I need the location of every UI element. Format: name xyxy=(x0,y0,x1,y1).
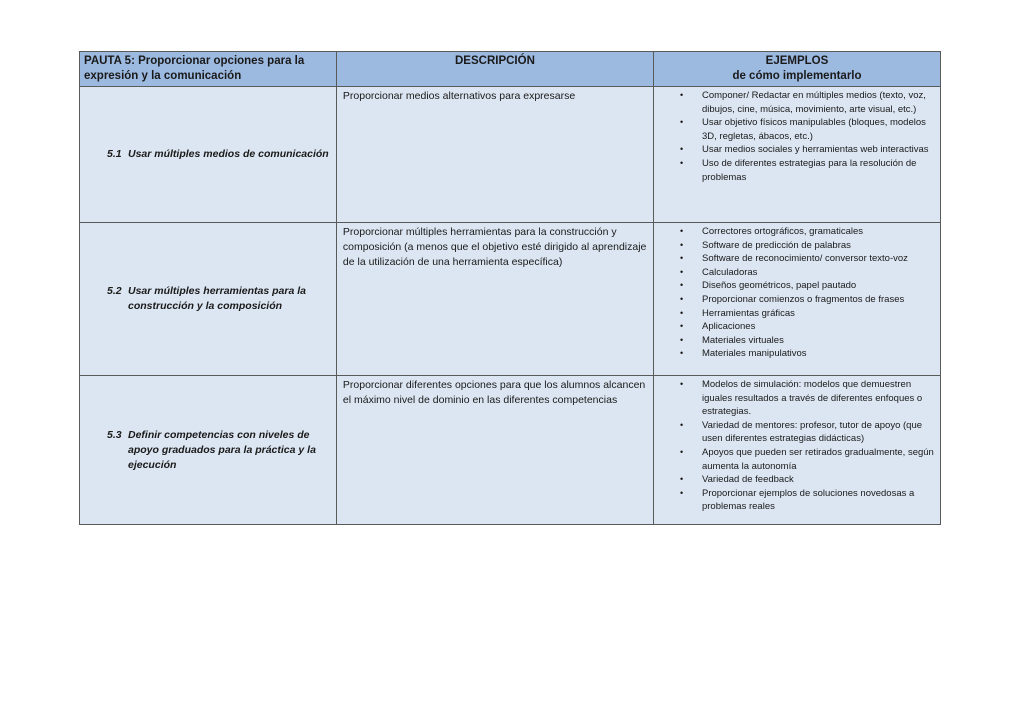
ejemplo-text: Usar medios sociales y herramientas web interactivas xyxy=(701,144,929,156)
bullet-icon: • xyxy=(679,379,684,389)
header-descripcion: DESCRIPCIÓN xyxy=(336,52,653,87)
bullet-icon: • xyxy=(679,474,684,485)
ejemplo-item xyxy=(654,419,934,446)
ejemplo-item xyxy=(654,157,934,184)
ejemplo-text: Modelos de simulación: modelos que demuestren iguales resultados a través de diferentes enfoques o estrategias. xyxy=(701,379,923,418)
bullet-icon: • xyxy=(679,144,684,155)
descripcion-text: Proporcionar medios alternativos para expresarse xyxy=(342,90,576,102)
pauta-cell xyxy=(80,87,337,223)
bullet-icon: • xyxy=(679,226,684,236)
ejemplo-text: Correctores ortográficos, gramaticales xyxy=(701,226,864,237)
ejemplo-text: Software de reconocimiento/ conversor texto-voz xyxy=(701,253,908,265)
table-body xyxy=(80,87,941,525)
ejemplo-item xyxy=(654,320,934,334)
descripcion-cell xyxy=(336,87,653,223)
ejemplo-text: Componer/ Redactar en múltiples medios (texto, voz, dibujos, cine, música, movimiento, arte visual, etc.) xyxy=(701,90,926,115)
bullet-icon: • xyxy=(679,446,684,457)
bullet-icon: • xyxy=(679,280,684,291)
ejemplos-list xyxy=(654,376,940,516)
descripcion-text: Proporcionar múltiples herramientas para la construcción y composición (a menos que el objetivo esté dirigido al aprendizaje de la utilización de una herramienta específica) xyxy=(342,226,647,268)
pauta-cell xyxy=(80,376,337,525)
bullet-icon: • xyxy=(679,266,684,277)
bullet-icon: • xyxy=(679,293,684,304)
header-row xyxy=(80,52,941,87)
ejemplo-text: Materiales manipulativos xyxy=(701,348,807,360)
ejemplo-item xyxy=(654,293,934,307)
ejemplos-list xyxy=(654,223,940,363)
header-ejemplos-line1: EJEMPLOS xyxy=(765,55,829,67)
ejemplo-item xyxy=(654,378,934,419)
ejemplo-text: Materiales virtuales xyxy=(701,334,784,346)
table-row xyxy=(80,223,941,376)
ejemplo-item xyxy=(654,116,934,143)
pauta-table xyxy=(79,51,941,525)
ejemplo-item xyxy=(654,266,934,280)
ejemplo-item xyxy=(654,334,934,348)
descripcion-text: Proporcionar diferentes opciones para que los alumnos alcancen el máximo nivel de dominio en las diferentes competencias xyxy=(342,379,646,406)
ejemplo-item xyxy=(654,487,934,514)
bullet-icon: • xyxy=(679,157,684,168)
bullet-icon: • xyxy=(679,348,684,359)
pauta-label xyxy=(80,147,336,162)
ejemplo-text: Proporcionar ejemplos de soluciones novedosas a problemas reales xyxy=(701,487,915,513)
ejemplos-list xyxy=(654,87,940,186)
ejemplo-item xyxy=(654,347,934,361)
bullet-icon: • xyxy=(679,307,684,318)
pauta-number: 5.1 xyxy=(107,148,122,160)
pauta-label xyxy=(80,428,336,473)
ejemplo-text: Aplicaciones xyxy=(701,321,756,333)
ejemplo-text: Usar objetivo físicos manipulables (bloques, modelos 3D, regletas, ábacos, etc.) xyxy=(701,117,926,142)
ejemplos-cell xyxy=(653,376,940,525)
ejemplo-text: Proporcionar comienzos o fragmentos de frases xyxy=(701,293,905,305)
header-ejemplos-line2: de cómo implementarlo xyxy=(732,70,862,82)
ejemplo-text: Uso de diferentes estrategias para la resolución de problemas xyxy=(701,157,917,183)
ejemplo-item xyxy=(654,252,934,266)
pauta-cell xyxy=(80,223,337,376)
ejemplo-text: Herramientas gráficas xyxy=(701,307,795,319)
ejemplo-item xyxy=(654,225,934,239)
ejemplo-item xyxy=(654,89,934,116)
pauta-title: Definir competencias con niveles de apoyo graduados para la práctica y la ejecución xyxy=(128,428,316,471)
bullet-icon: • xyxy=(679,334,684,345)
descripcion-cell xyxy=(336,376,653,525)
bullet-icon: • xyxy=(679,321,684,332)
ejemplo-item xyxy=(654,143,934,157)
ejemplo-text: Variedad de feedback xyxy=(701,474,794,486)
pauta-number: 5.2 xyxy=(107,285,122,297)
pauta-title: Usar múltiples medios de comunicación xyxy=(128,148,329,160)
table-row xyxy=(80,87,941,223)
ejemplo-text: Calculadoras xyxy=(701,266,758,278)
ejemplo-item xyxy=(654,279,934,293)
pauta-label xyxy=(80,284,336,314)
bullet-icon: • xyxy=(679,90,684,100)
descripcion-cell xyxy=(336,223,653,376)
pauta-title: Usar múltiples herramientas para la construcción y la composición xyxy=(128,285,306,312)
ejemplo-text: Variedad de mentores: profesor, tutor de apoyo (que usen diferentes estrategias didácticas) xyxy=(701,419,923,445)
table-row xyxy=(80,376,941,525)
bullet-icon: • xyxy=(679,117,684,128)
ejemplos-cell xyxy=(653,223,940,376)
ejemplo-item xyxy=(654,446,934,473)
ejemplos-cell xyxy=(653,87,940,223)
header-pauta: PAUTA 5: Proporcionar opciones para la expresión y la comunicación xyxy=(80,52,337,87)
bullet-icon: • xyxy=(679,253,684,264)
pauta-number: 5.3 xyxy=(107,428,122,441)
ejemplo-item xyxy=(654,473,934,487)
ejemplo-text: Diseños geométricos, papel pautado xyxy=(701,280,857,292)
header-ejemplos xyxy=(653,52,940,87)
bullet-icon: • xyxy=(679,419,684,430)
ejemplo-text: Software de predicción de palabras xyxy=(701,239,851,251)
ejemplo-item xyxy=(654,239,934,253)
bullet-icon: • xyxy=(679,239,684,250)
bullet-icon: • xyxy=(679,487,684,498)
ejemplo-text: Apoyos que pueden ser retirados gradualmente, según aumenta la autonomía xyxy=(701,446,934,472)
ejemplo-item xyxy=(654,307,934,321)
